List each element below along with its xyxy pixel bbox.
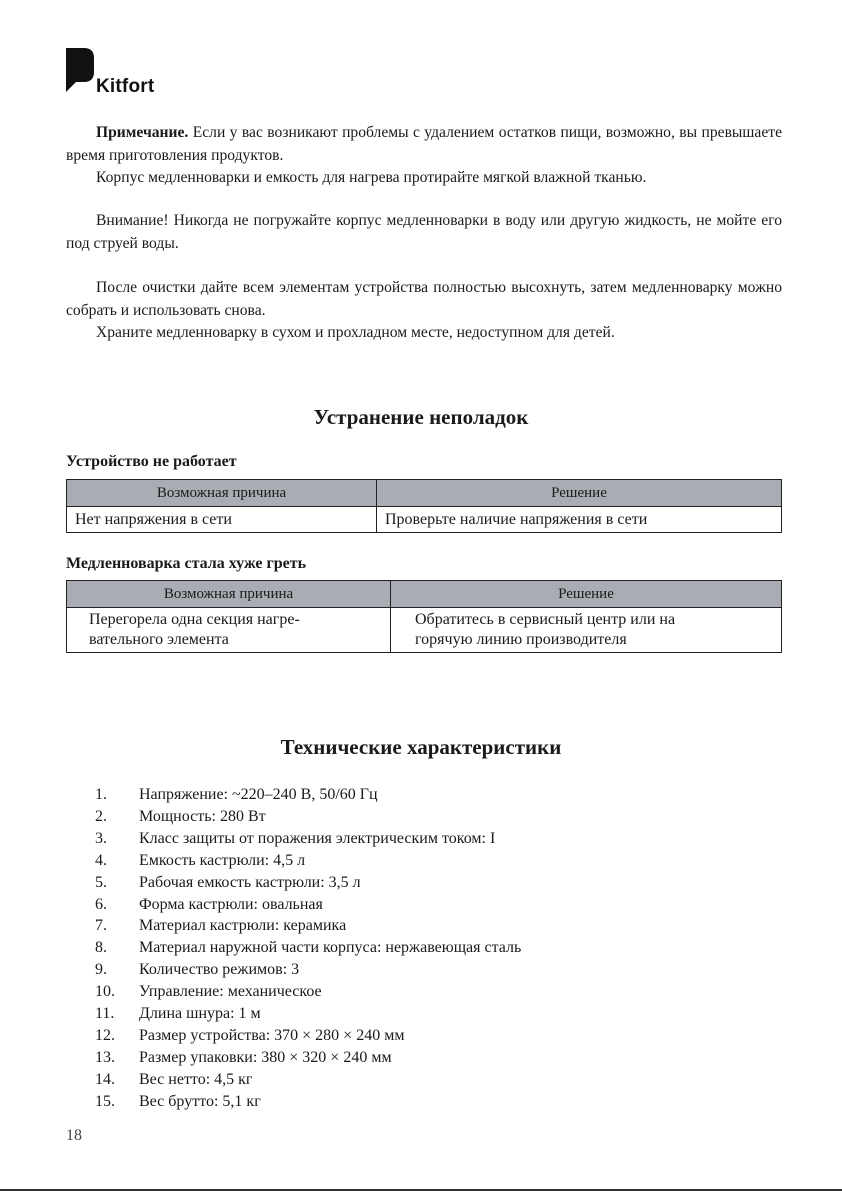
item-text: Класс защиты от поражения электрическим током: I (139, 829, 496, 847)
col-solution-header: Решение (377, 480, 782, 507)
page-number: 18 (66, 1127, 82, 1144)
warning-paragraph (66, 210, 782, 255)
col-solution-header: Решение (391, 581, 782, 608)
item-number: 2. (95, 807, 107, 825)
item-text: Количество режимов: 3 (139, 961, 300, 979)
troubleshooting-table-2 (66, 580, 782, 653)
note-text: Если у вас возникают проблемы с удалением остатков пищи, возможно, вы превышаете время приготовления продуктов. (66, 124, 782, 164)
cause-line: Перегорела одна секция нагре- (89, 611, 300, 628)
list-item (95, 1025, 521, 1047)
brand-name: Kitfort (96, 76, 155, 97)
item-number: 1. (95, 786, 107, 803)
troubleshooting-title: Устранение неполадок (313, 405, 529, 429)
item-number: 3. (95, 829, 107, 847)
col-cause-header: Возможная причина (67, 581, 391, 608)
issue-heading-2: Медленноварка стала хуже греть (66, 555, 307, 572)
item-number: 6. (95, 895, 107, 913)
col-cause-header: Возможная причина (67, 480, 377, 507)
item-text: Мощность: 280 Вт (139, 807, 266, 825)
list-item (95, 937, 521, 959)
cleaning-note (66, 122, 782, 190)
list-item (95, 784, 521, 806)
item-text: Размер устройства: 370 × 280 × 240 мм (139, 1026, 405, 1044)
cause-cell: Нет напряжения в сети (67, 507, 377, 533)
issue-heading-1: Устройство не работает (66, 453, 237, 470)
item-text: Напряжение: ~220–240 В, 50/60 Гц (139, 786, 378, 803)
troubleshooting-table-1 (66, 479, 782, 533)
list-item (95, 915, 521, 937)
item-number: 15. (95, 1092, 115, 1110)
kitfort-logo (66, 48, 176, 100)
item-text: Длина шнура: 1 м (139, 1005, 261, 1023)
table-row (67, 507, 782, 533)
item-text: Управление: механическое (139, 983, 322, 1001)
specs-list (95, 784, 521, 1113)
cause-cell (67, 608, 391, 653)
item-number: 9. (95, 961, 107, 979)
table-header-row (67, 581, 782, 608)
specs-title: Технические характеристики (280, 735, 562, 759)
item-text: Вес нетто: 4,5 кг (139, 1070, 253, 1088)
list-item (95, 806, 521, 828)
table-row (67, 608, 782, 653)
list-item (95, 850, 521, 872)
list-item (95, 1003, 521, 1025)
paragraph-wipe: Корпус медленноварки и емкость для нагрева протирайте мягкой влажной тканью. (96, 169, 647, 186)
solution-line: Обратитесь в сервисный центр или на (415, 611, 676, 628)
solution-cell: Проверьте наличие напряжения в сети (377, 507, 782, 533)
item-text: Форма кастрюли: овальная (139, 895, 323, 913)
item-text: Материал наружной части корпуса: нержавеющая сталь (139, 939, 522, 957)
list-item (95, 1069, 521, 1091)
item-text: Материал кастрюли: керамика (139, 917, 347, 935)
item-number: 7. (95, 917, 107, 935)
list-item (95, 894, 521, 916)
paragraph-store: Храните медленноварку в сухом и прохладном месте, недоступном для детей. (96, 324, 615, 341)
solution-cell (391, 608, 782, 653)
table-header-row (67, 480, 782, 507)
list-item (95, 1047, 521, 1069)
item-text: Вес брутто: 5,1 кг (139, 1092, 261, 1110)
list-item (95, 872, 521, 894)
kitfort-logo-icon (66, 48, 94, 92)
item-text: Рабочая емкость кастрюли: 3,5 л (139, 873, 361, 891)
item-number: 11. (95, 1005, 115, 1023)
list-item (95, 1091, 521, 1113)
storage-paragraphs (66, 277, 782, 345)
note-label: Примечание. (96, 124, 189, 141)
item-number: 12. (95, 1026, 115, 1044)
cause-line: вательного элемента (89, 631, 229, 648)
list-item (95, 959, 521, 981)
list-item (95, 981, 521, 1003)
item-number: 10. (95, 983, 115, 1001)
item-text: Емкость кастрюли: 4,5 л (139, 851, 306, 869)
item-number: 5. (95, 873, 107, 891)
item-number: 8. (95, 939, 107, 957)
item-number: 14. (95, 1070, 115, 1088)
solution-line: горячую линию производителя (415, 631, 627, 648)
item-number: 13. (95, 1048, 115, 1066)
item-number: 4. (95, 851, 107, 869)
paragraph-warning: Внимание! Никогда не погружайте корпус медленноварки в воду или другую жидкость, не мойте его под струей воды. (66, 212, 782, 252)
list-item (95, 828, 521, 850)
item-text: Размер упаковки: 380 × 320 × 240 мм (139, 1048, 392, 1066)
paragraph-dry: После очистки дайте всем элементам устройства полностью высохнуть, затем медленноварку можно собрать и использовать снова. (66, 279, 782, 319)
